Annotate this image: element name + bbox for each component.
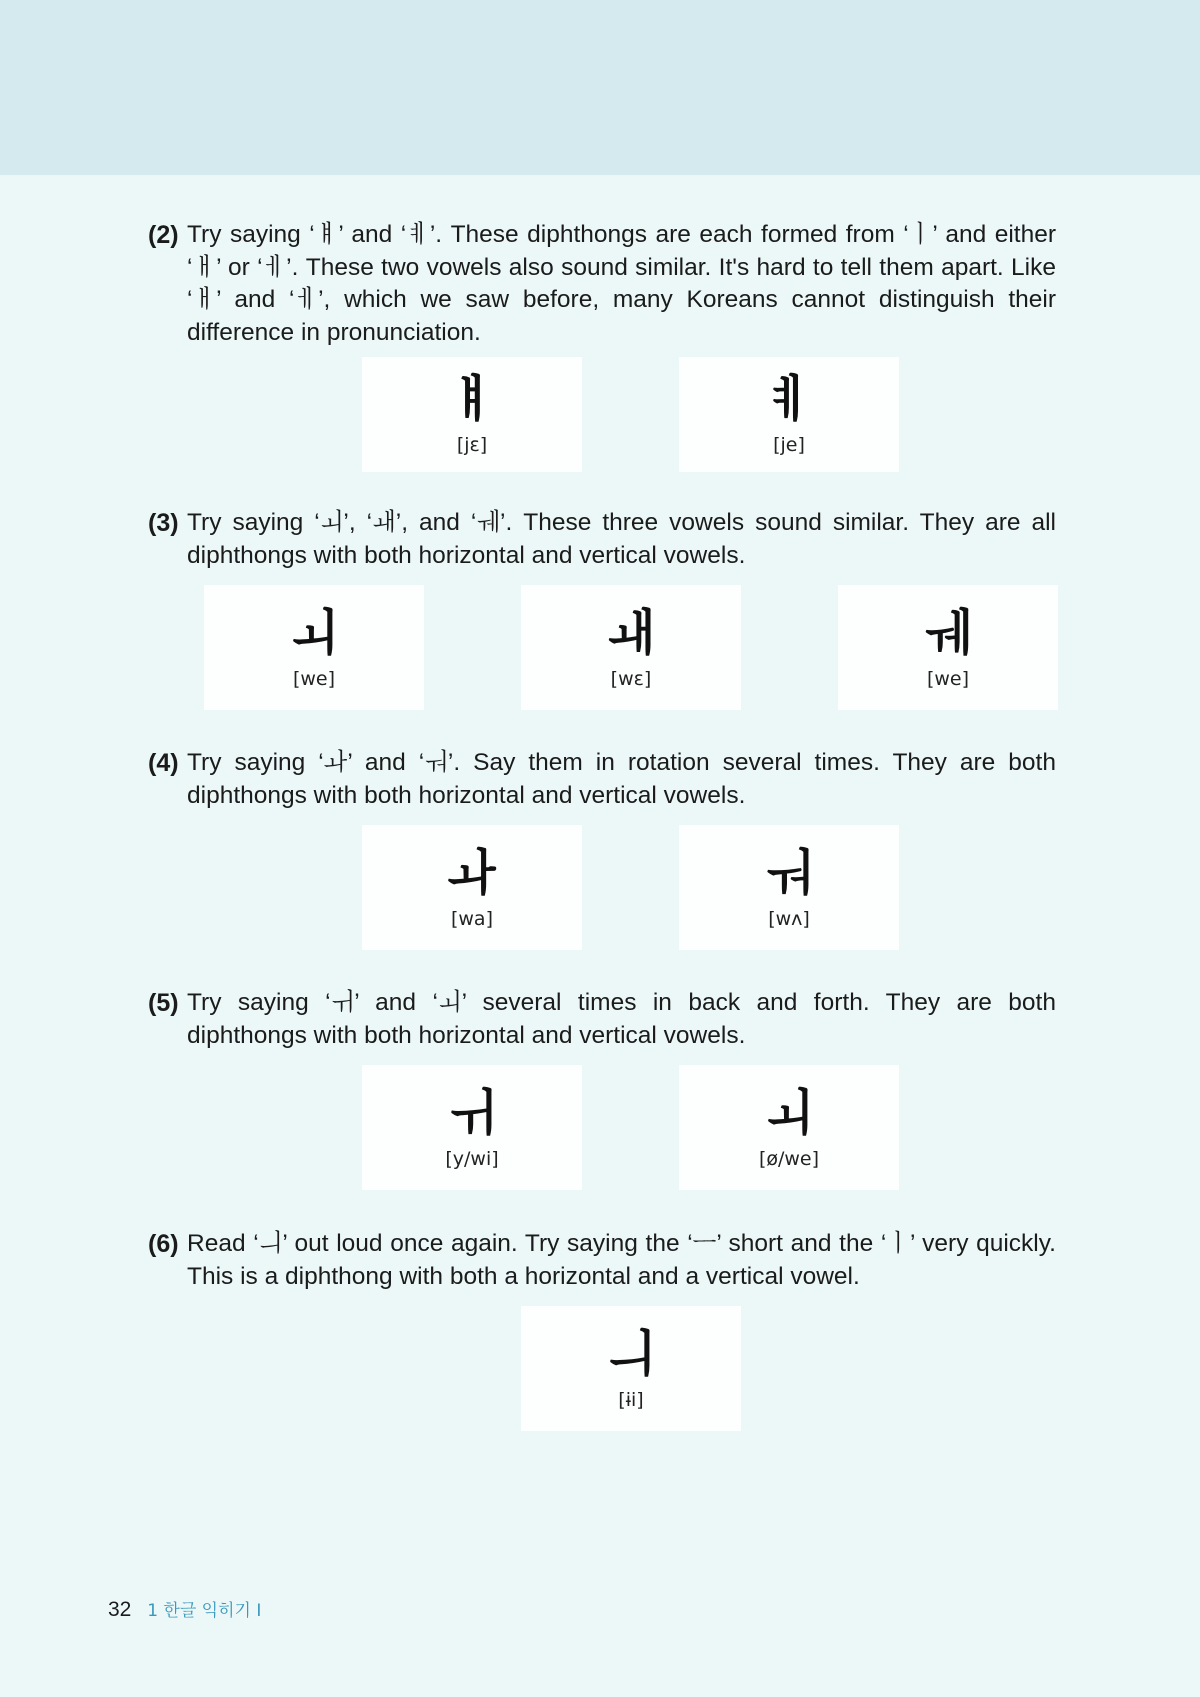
vowel-glyph: ㅢ — [606, 1325, 656, 1383]
vowel-glyph: ㅘ — [447, 844, 497, 902]
section-4 — [148, 747, 1056, 812]
vowel-cards-4 — [0, 825, 1200, 950]
vowel-ipa: [wɛ] — [610, 668, 652, 690]
section-number: (2) — [148, 221, 179, 249]
section-text: Try saying ‘ㅒ’ and ‘ㅖ’. These diphthongs are each formed from ‘ㅣ’ and either ‘ㅐ’ or ‘ㅔ’. These two vowels also sound similar. It's hard to tell them apart. Like ‘ㅐ’ and ‘ㅔ’, which we saw before, many Koreans cannot distinguish their difference in pronunciation. — [187, 221, 1056, 346]
page-number: 32 — [108, 1598, 132, 1621]
section-text: Read ‘ㅢ’ out loud once again. Try saying the ‘ㅡ’ short and the ‘ㅣ’ very quickly. This is a diphthong with both a horizontal and a vertical vowel. — [187, 1230, 1056, 1290]
section-paragraph — [148, 747, 1056, 812]
section-text: Try saying ‘ㅚ’, ‘ㅙ’, and ‘ㅞ’. These three vowels sound similar. They are all diphthongs with both horizontal and vertical vowels. — [187, 509, 1056, 569]
section-paragraph — [148, 1228, 1056, 1293]
vowel-card — [362, 1065, 582, 1190]
vowel-glyph: ㅖ — [764, 370, 814, 428]
vowel-ipa: [jɛ] — [456, 434, 488, 456]
vowel-cards-2 — [0, 357, 1200, 482]
vowel-glyph: ㅞ — [923, 604, 973, 662]
vowel-ipa: [y/wi] — [445, 1148, 499, 1170]
vowel-card — [521, 585, 741, 710]
vowel-cards-6 — [0, 1306, 1200, 1431]
vowel-card — [679, 825, 899, 950]
vowel-ipa: [wa] — [450, 908, 493, 930]
vowel-cards-3 — [0, 585, 1200, 710]
vowel-ipa: [je] — [773, 434, 805, 456]
vowel-card — [521, 1306, 741, 1431]
chapter-label: 1 한글 익히기 Ⅰ — [147, 1601, 262, 1621]
vowel-ipa: [we] — [292, 668, 336, 690]
section-2 — [148, 219, 1056, 349]
header-band — [0, 0, 1200, 175]
vowel-ipa: [wʌ] — [768, 908, 810, 930]
vowel-glyph: ㅒ — [447, 370, 497, 428]
section-number: (6) — [148, 1230, 179, 1258]
vowel-glyph: ㅟ — [447, 1084, 497, 1142]
vowel-card — [362, 357, 582, 472]
section-paragraph — [148, 219, 1056, 349]
page-footer — [108, 1596, 261, 1625]
section-3 — [148, 507, 1056, 572]
vowel-glyph: ㅚ — [289, 604, 339, 662]
vowel-card — [838, 585, 1058, 710]
vowel-glyph: ㅙ — [606, 604, 656, 662]
vowel-card — [679, 1065, 899, 1190]
vowel-card — [362, 825, 582, 950]
vowel-card — [204, 585, 424, 710]
section-paragraph — [148, 507, 1056, 572]
vowel-ipa: [ø/we] — [758, 1148, 820, 1170]
section-number: (3) — [148, 509, 179, 537]
vowel-glyph: ㅝ — [764, 844, 814, 902]
vowel-glyph: ㅚ — [764, 1084, 814, 1142]
section-6 — [148, 1228, 1056, 1293]
section-text: Try saying ‘ㅟ’ and ‘ㅚ’ several times in back and forth. They are both diphthongs with both horizontal and vertical vowels. — [187, 989, 1056, 1049]
vowel-cards-5 — [0, 1065, 1200, 1190]
section-number: (4) — [148, 749, 179, 777]
vowel-ipa: [we] — [926, 668, 970, 690]
vowel-card — [679, 357, 899, 472]
section-paragraph — [148, 987, 1056, 1052]
section-number: (5) — [148, 989, 179, 1017]
section-5 — [148, 987, 1056, 1052]
vowel-ipa: [ɨi] — [618, 1389, 644, 1411]
section-text: Try saying ‘ㅘ’ and ‘ㅝ’. Say them in rotation several times. They are both diphthongs with both horizontal and vertical vowels. — [187, 749, 1056, 809]
